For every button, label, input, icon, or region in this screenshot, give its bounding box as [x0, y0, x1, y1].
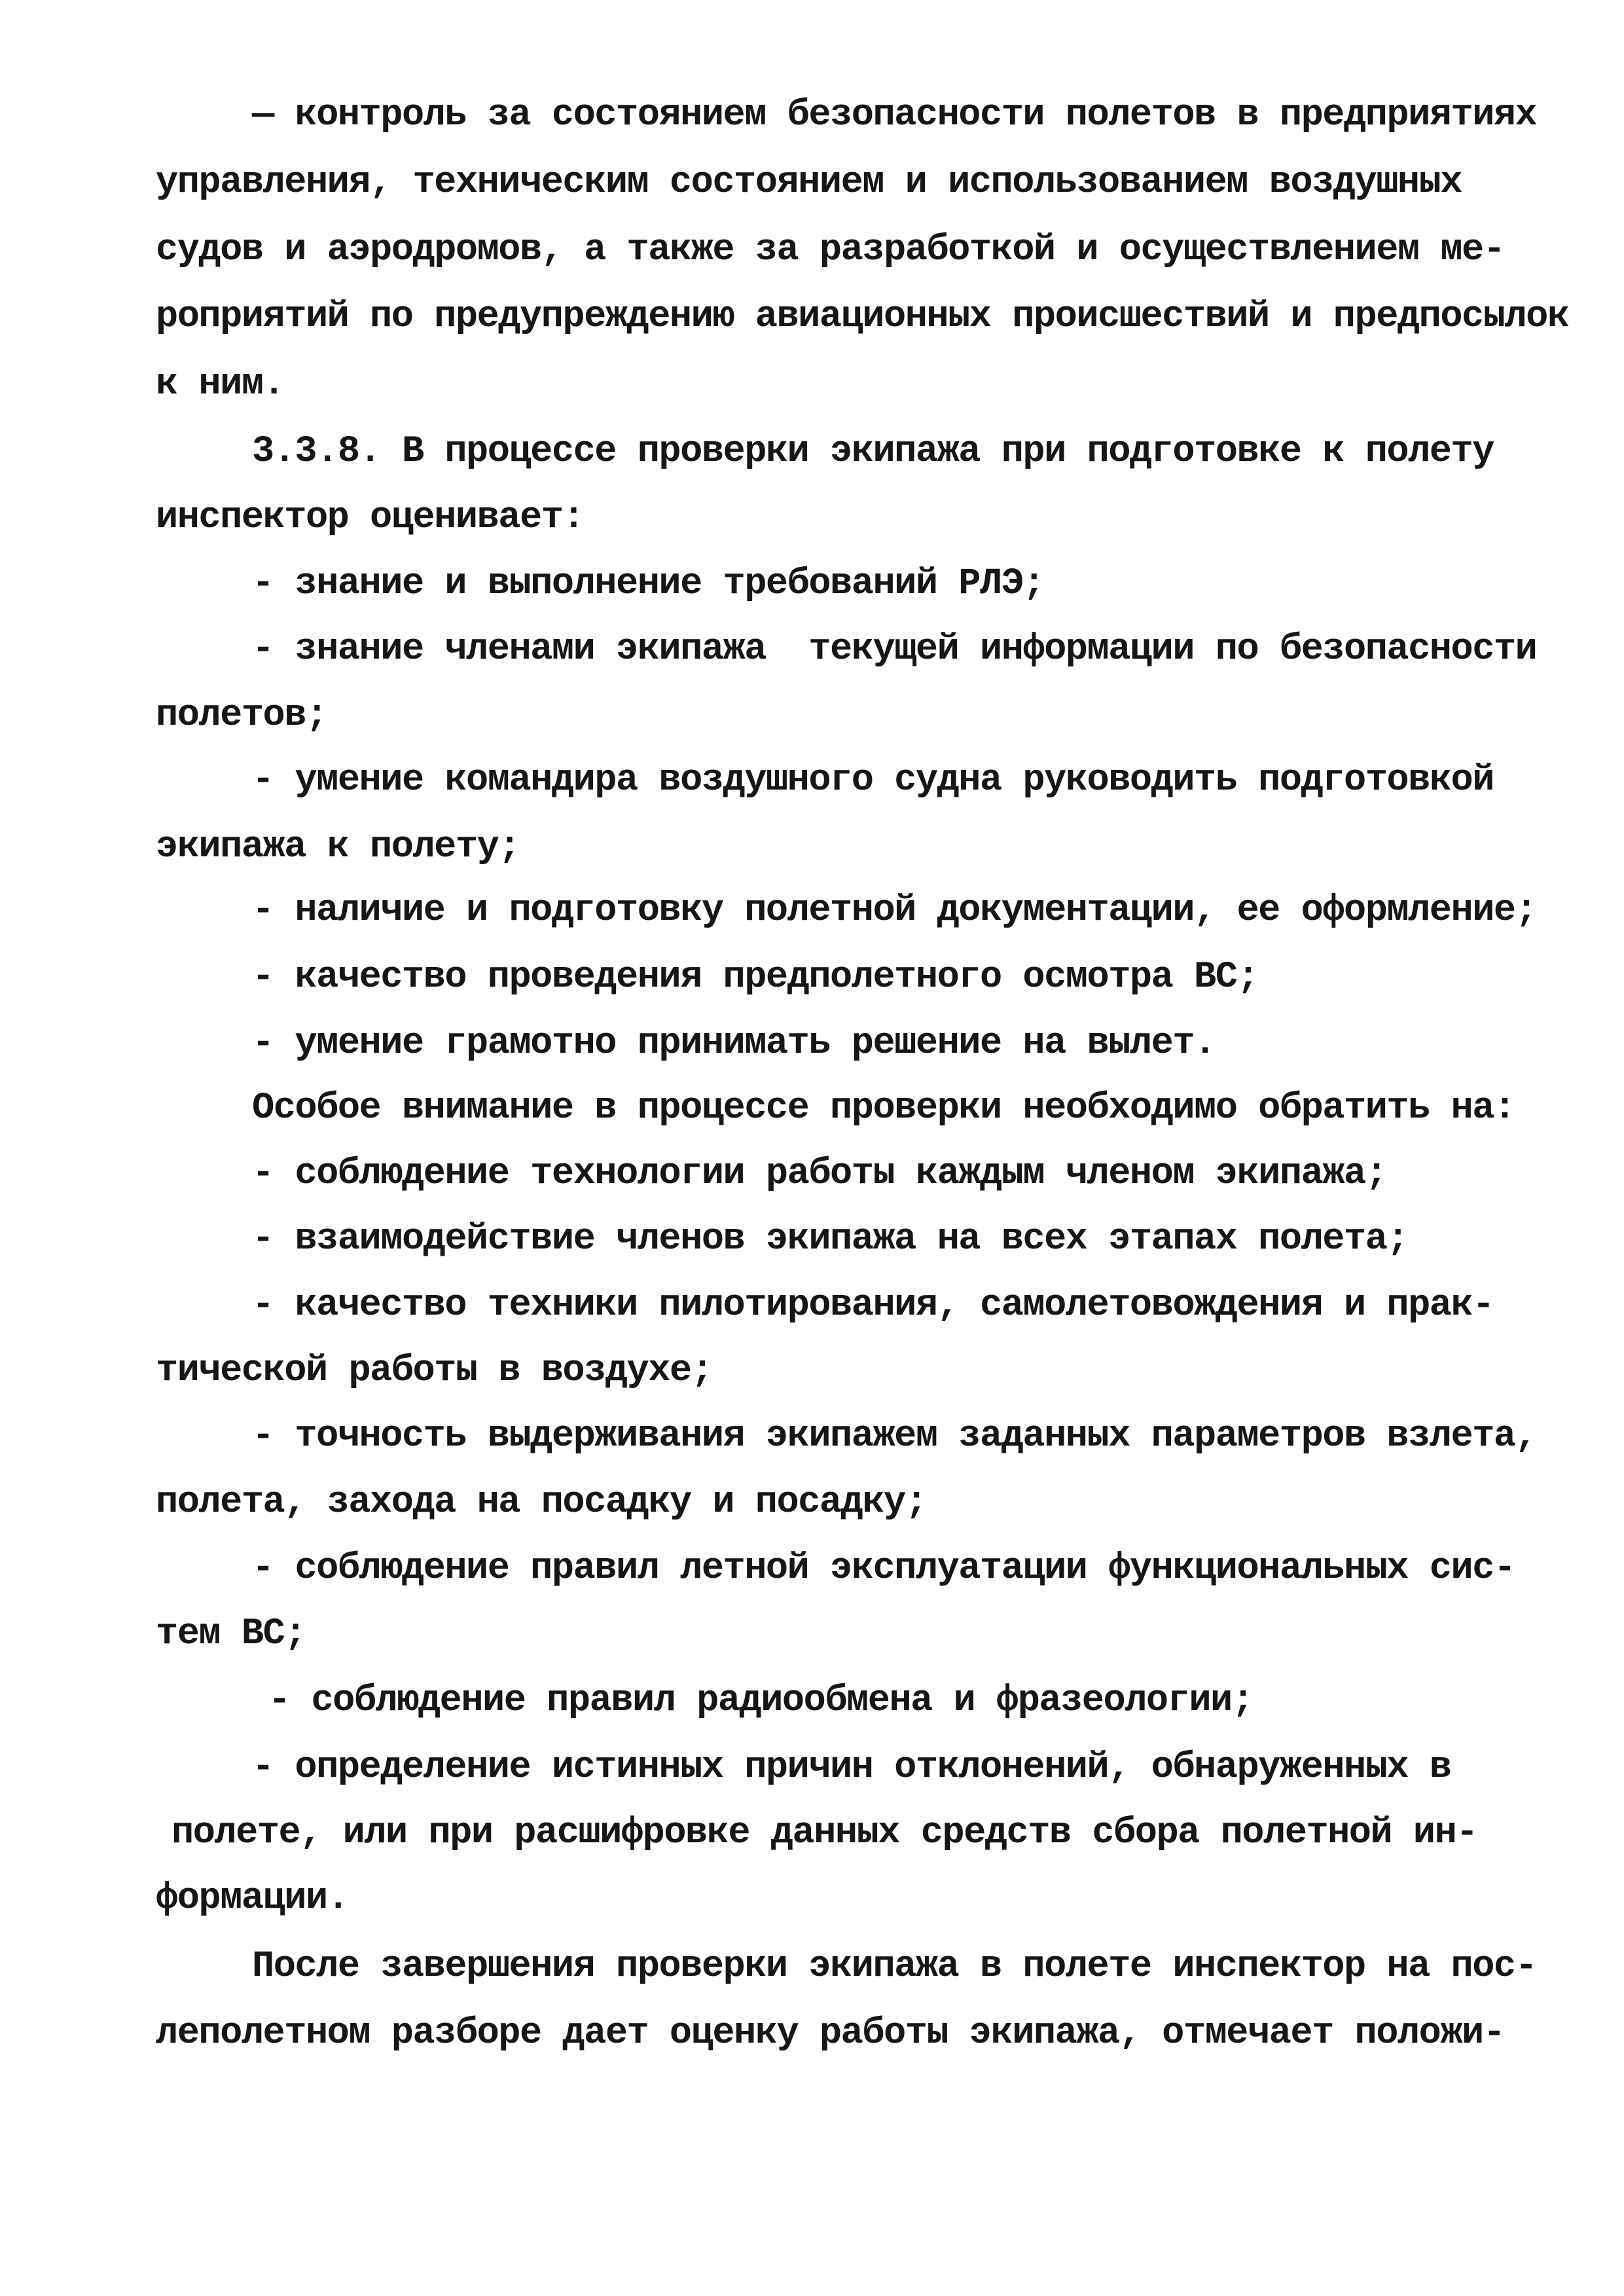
text-line: полета, захода на посадку и посадку; — [156, 1482, 927, 1523]
list-item: - соблюдение правил радиообмена и фразеологии; — [268, 1680, 1254, 1722]
text-line: Особое внимание в процессе проверки необходимо обратить на: — [252, 1087, 1515, 1129]
list-item: - умение грамотно принимать решение на вылет. — [252, 1023, 1216, 1065]
list-item: - качество проведения предполетного осмотра ВС; — [252, 957, 1259, 998]
list-item: - умение командира воздушного судна руководить подготовкой — [252, 759, 1494, 801]
text-line: тической работы в воздухе; — [156, 1350, 713, 1392]
text-line: леполетном разборе дает оценку работы экипажа, отмечает положи- — [156, 2013, 1505, 2054]
list-item: - наличие и подготовку полетной документации, ее оформление; — [252, 890, 1537, 932]
list-item: - точность выдерживания экипажем заданных параметров взлета, — [252, 1415, 1537, 1457]
text-line: экипажа к полету; — [156, 826, 520, 868]
text-line: роприятий по предупреждению авиационных происшествий и предпосылок — [156, 296, 1569, 338]
text-line: полете, или при расшифровке данных средств сбора полетной ин- — [171, 1812, 1478, 1854]
section-heading-3-3-8: 3.3.8. В процессе проверки экипажа при подготовке к полету — [252, 431, 1494, 473]
list-item: - определение истинных причин отклонений, обнаруженных в — [252, 1747, 1451, 1789]
list-item: - знание и выполнение требований РЛЭ; — [252, 563, 1045, 605]
list-item: - качество техники пилотирования, самолетовождения и прак- — [252, 1285, 1494, 1326]
text-line: полетов; — [156, 695, 327, 737]
list-item: - соблюдение технологии работы каждым членом экипажа; — [252, 1153, 1387, 1195]
text-line: судов и аэродромов, а также за разработкой и осуществлением ме- — [156, 229, 1505, 271]
text-line: тем ВС; — [156, 1613, 306, 1655]
list-item: - соблюдение правил летной эксплуатации функциональных сис- — [252, 1548, 1515, 1590]
text-line: к ним. — [156, 363, 285, 405]
text-line: — контроль за состоянием безопасности полетов в предприятиях — [252, 94, 1537, 136]
text-line: формации. — [156, 1878, 349, 1920]
text-line: После завершения проверки экипажа в полете инспектор на пос- — [252, 1946, 1537, 1988]
text-line: инспектор оценивает: — [156, 497, 585, 539]
text-line: управления, техническим состоянием и использованием воздушных — [156, 162, 1462, 204]
list-item: - взаимодействие членов экипажа на всех этапах полета; — [252, 1218, 1409, 1260]
list-item: - знание членами экипажа текущей информации по безопасности — [252, 629, 1537, 670]
